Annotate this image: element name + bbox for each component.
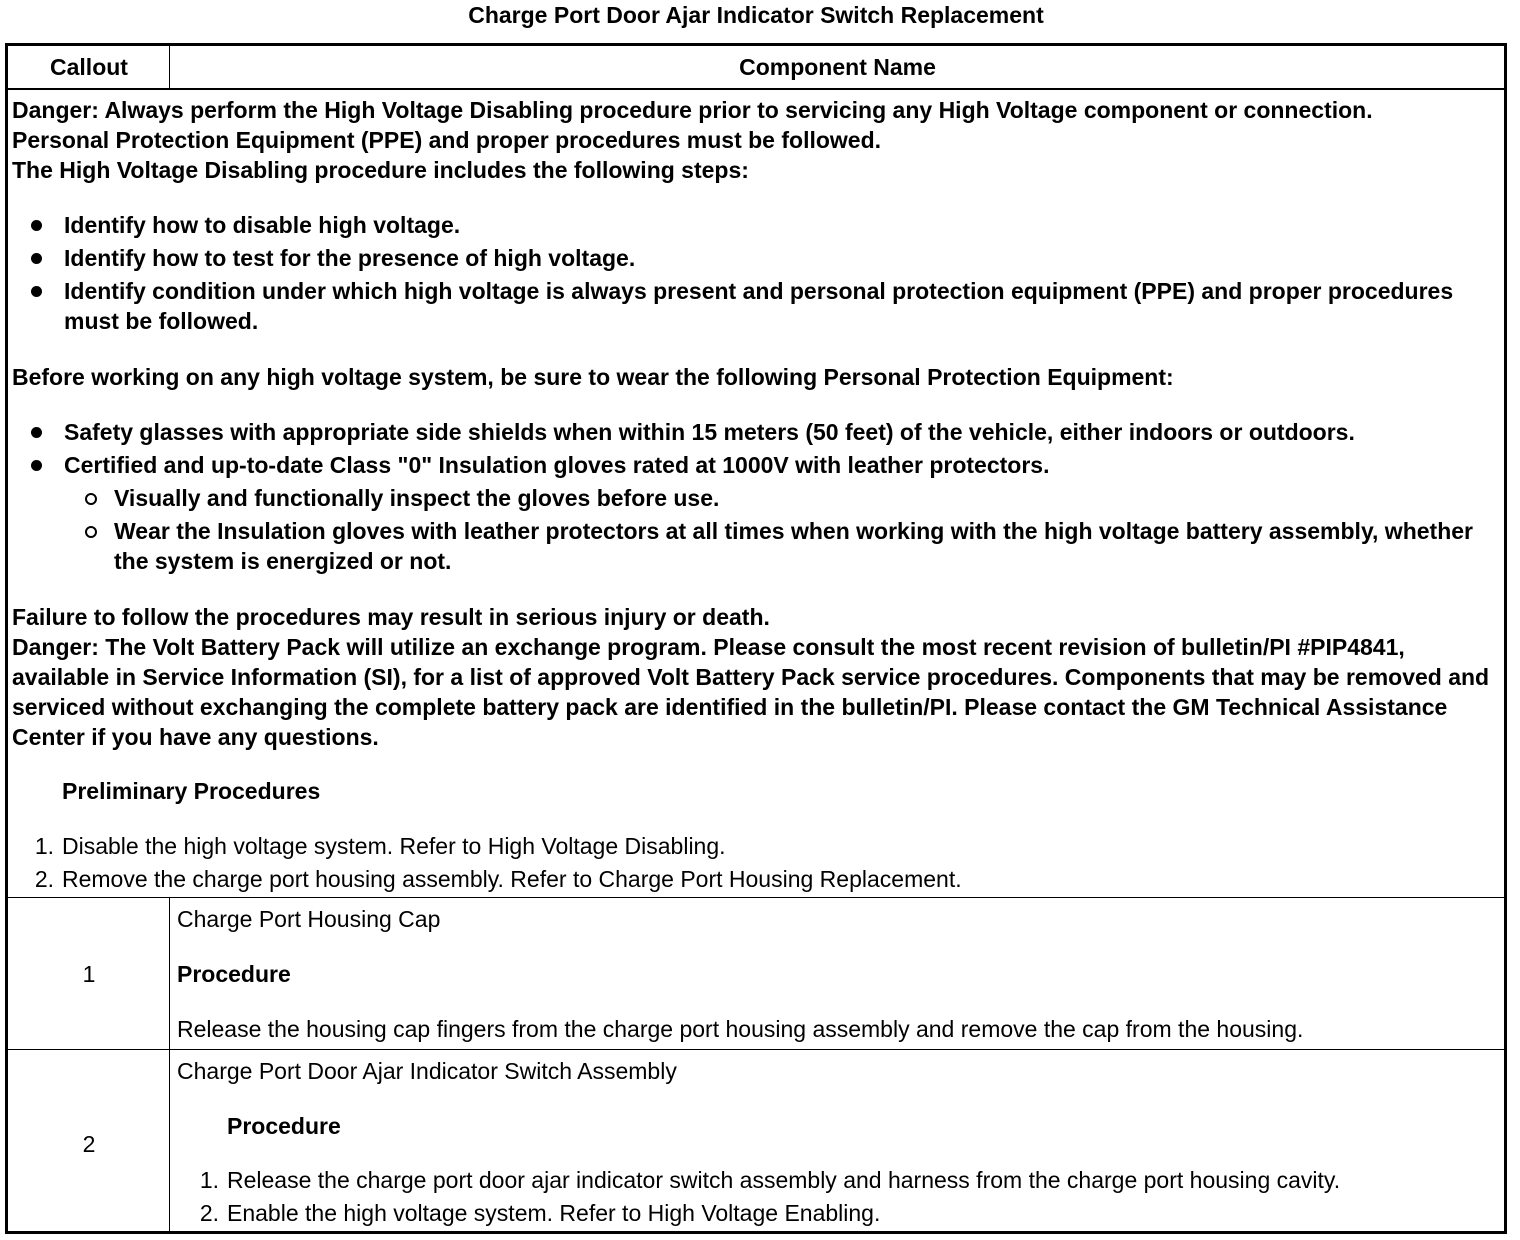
header-callout: Callout <box>50 54 128 80</box>
ppe-intro: Before working on any high voltage system, be sure to wear the following Personal Protection Equipment: <box>12 364 1174 390</box>
row-divider <box>8 897 1504 898</box>
procedure-text: Release the housing cap fingers from the charge port housing assembly and remove the cap from the housing. <box>177 1016 1304 1042</box>
danger-line-3: The High Voltage Disabling procedure includes the following steps: <box>12 157 749 183</box>
table-header <box>8 46 1504 90</box>
list-item: Visually and functionally inspect the gloves before use. <box>114 482 1502 515</box>
procedure-table <box>5 43 1507 1234</box>
list-item: Wear the Insulation gloves with leather protectors at all times when working with the high voltage battery assembly, whether the system is energized or not. <box>114 515 1502 578</box>
callout-number: 2 <box>82 1131 96 1157</box>
ppe-list <box>12 416 1502 578</box>
disabling-steps-list <box>12 209 1502 338</box>
list-item: Identify condition under which high voltage is always present and personal protection equipment (PPE) and proper procedures must be followed. <box>64 275 1502 338</box>
danger-line-1: Danger: Always perform the High Voltage Disabling procedure prior to servicing any High Voltage component or connection. <box>12 97 1373 123</box>
header-divider <box>169 46 170 88</box>
list-item: 1. Release the charge port door ajar indicator switch assembly and harness from the charge port housing cavity. <box>199 1167 1341 1193</box>
list-item: 1. Disable the high voltage system. Refer to High Voltage Disabling. <box>34 833 726 859</box>
list-item: Identify how to test for the presence of high voltage. <box>64 242 1502 275</box>
procedure-label: Procedure <box>227 1113 341 1139</box>
danger-line-2: Personal Protection Equipment (PPE) and proper procedures must be followed. <box>12 127 882 153</box>
preliminary-procedures-title: Preliminary Procedures <box>62 778 321 804</box>
gloves-sublist <box>64 482 1502 578</box>
list-item: 2. Remove the charge port housing assembly. Refer to Charge Port Housing Replacement. <box>34 866 962 892</box>
callout-number: 1 <box>82 961 96 987</box>
component-name: Charge Port Door Ajar Indicator Switch Assembly <box>177 1058 677 1084</box>
list-item: 2. Enable the high voltage system. Refer to High Voltage Enabling. <box>199 1200 881 1226</box>
page-title: Charge Port Door Ajar Indicator Switch Replacement <box>468 2 1044 28</box>
preliminary-steps <box>12 830 1502 896</box>
component-name: Charge Port Housing Cap <box>177 906 441 932</box>
header-component-name: Component Name <box>739 54 936 80</box>
procedure-label: Procedure <box>177 961 291 987</box>
procedure-steps <box>199 1164 1520 1230</box>
failure-warning: Failure to follow the procedures may result in serious injury or death. <box>12 604 770 630</box>
list-item: Certified and up-to-date Class "0" Insulation gloves rated at 1000V with leather protectors. Visually and functionally inspect the gloves before use. Wear the Insulation gloves with leather protectors at all times when working with the high voltage battery assembly, whether the system is energized or not. <box>64 449 1502 578</box>
row-divider <box>8 1049 1504 1050</box>
danger-notice <box>12 95 1502 896</box>
volt-battery-danger: Danger: The Volt Battery Pack will utilize an exchange program. Please consult the most recent revision of bulletin/PI #PIP4841, available in Service Information (SI), for a list of approved Volt Battery Pack service procedures. Components that may be removed and serviced without exchanging the complete battery pack are identified in the bulletin/PI. Please contact the GM Technical Assistance Center if you have any questions. <box>12 634 1490 750</box>
list-item: Safety glasses with appropriate side shields when within 15 meters (50 feet) of the vehicle, either indoors or outdoors. <box>64 416 1502 449</box>
list-item: Identify how to disable high voltage. <box>64 209 1502 242</box>
